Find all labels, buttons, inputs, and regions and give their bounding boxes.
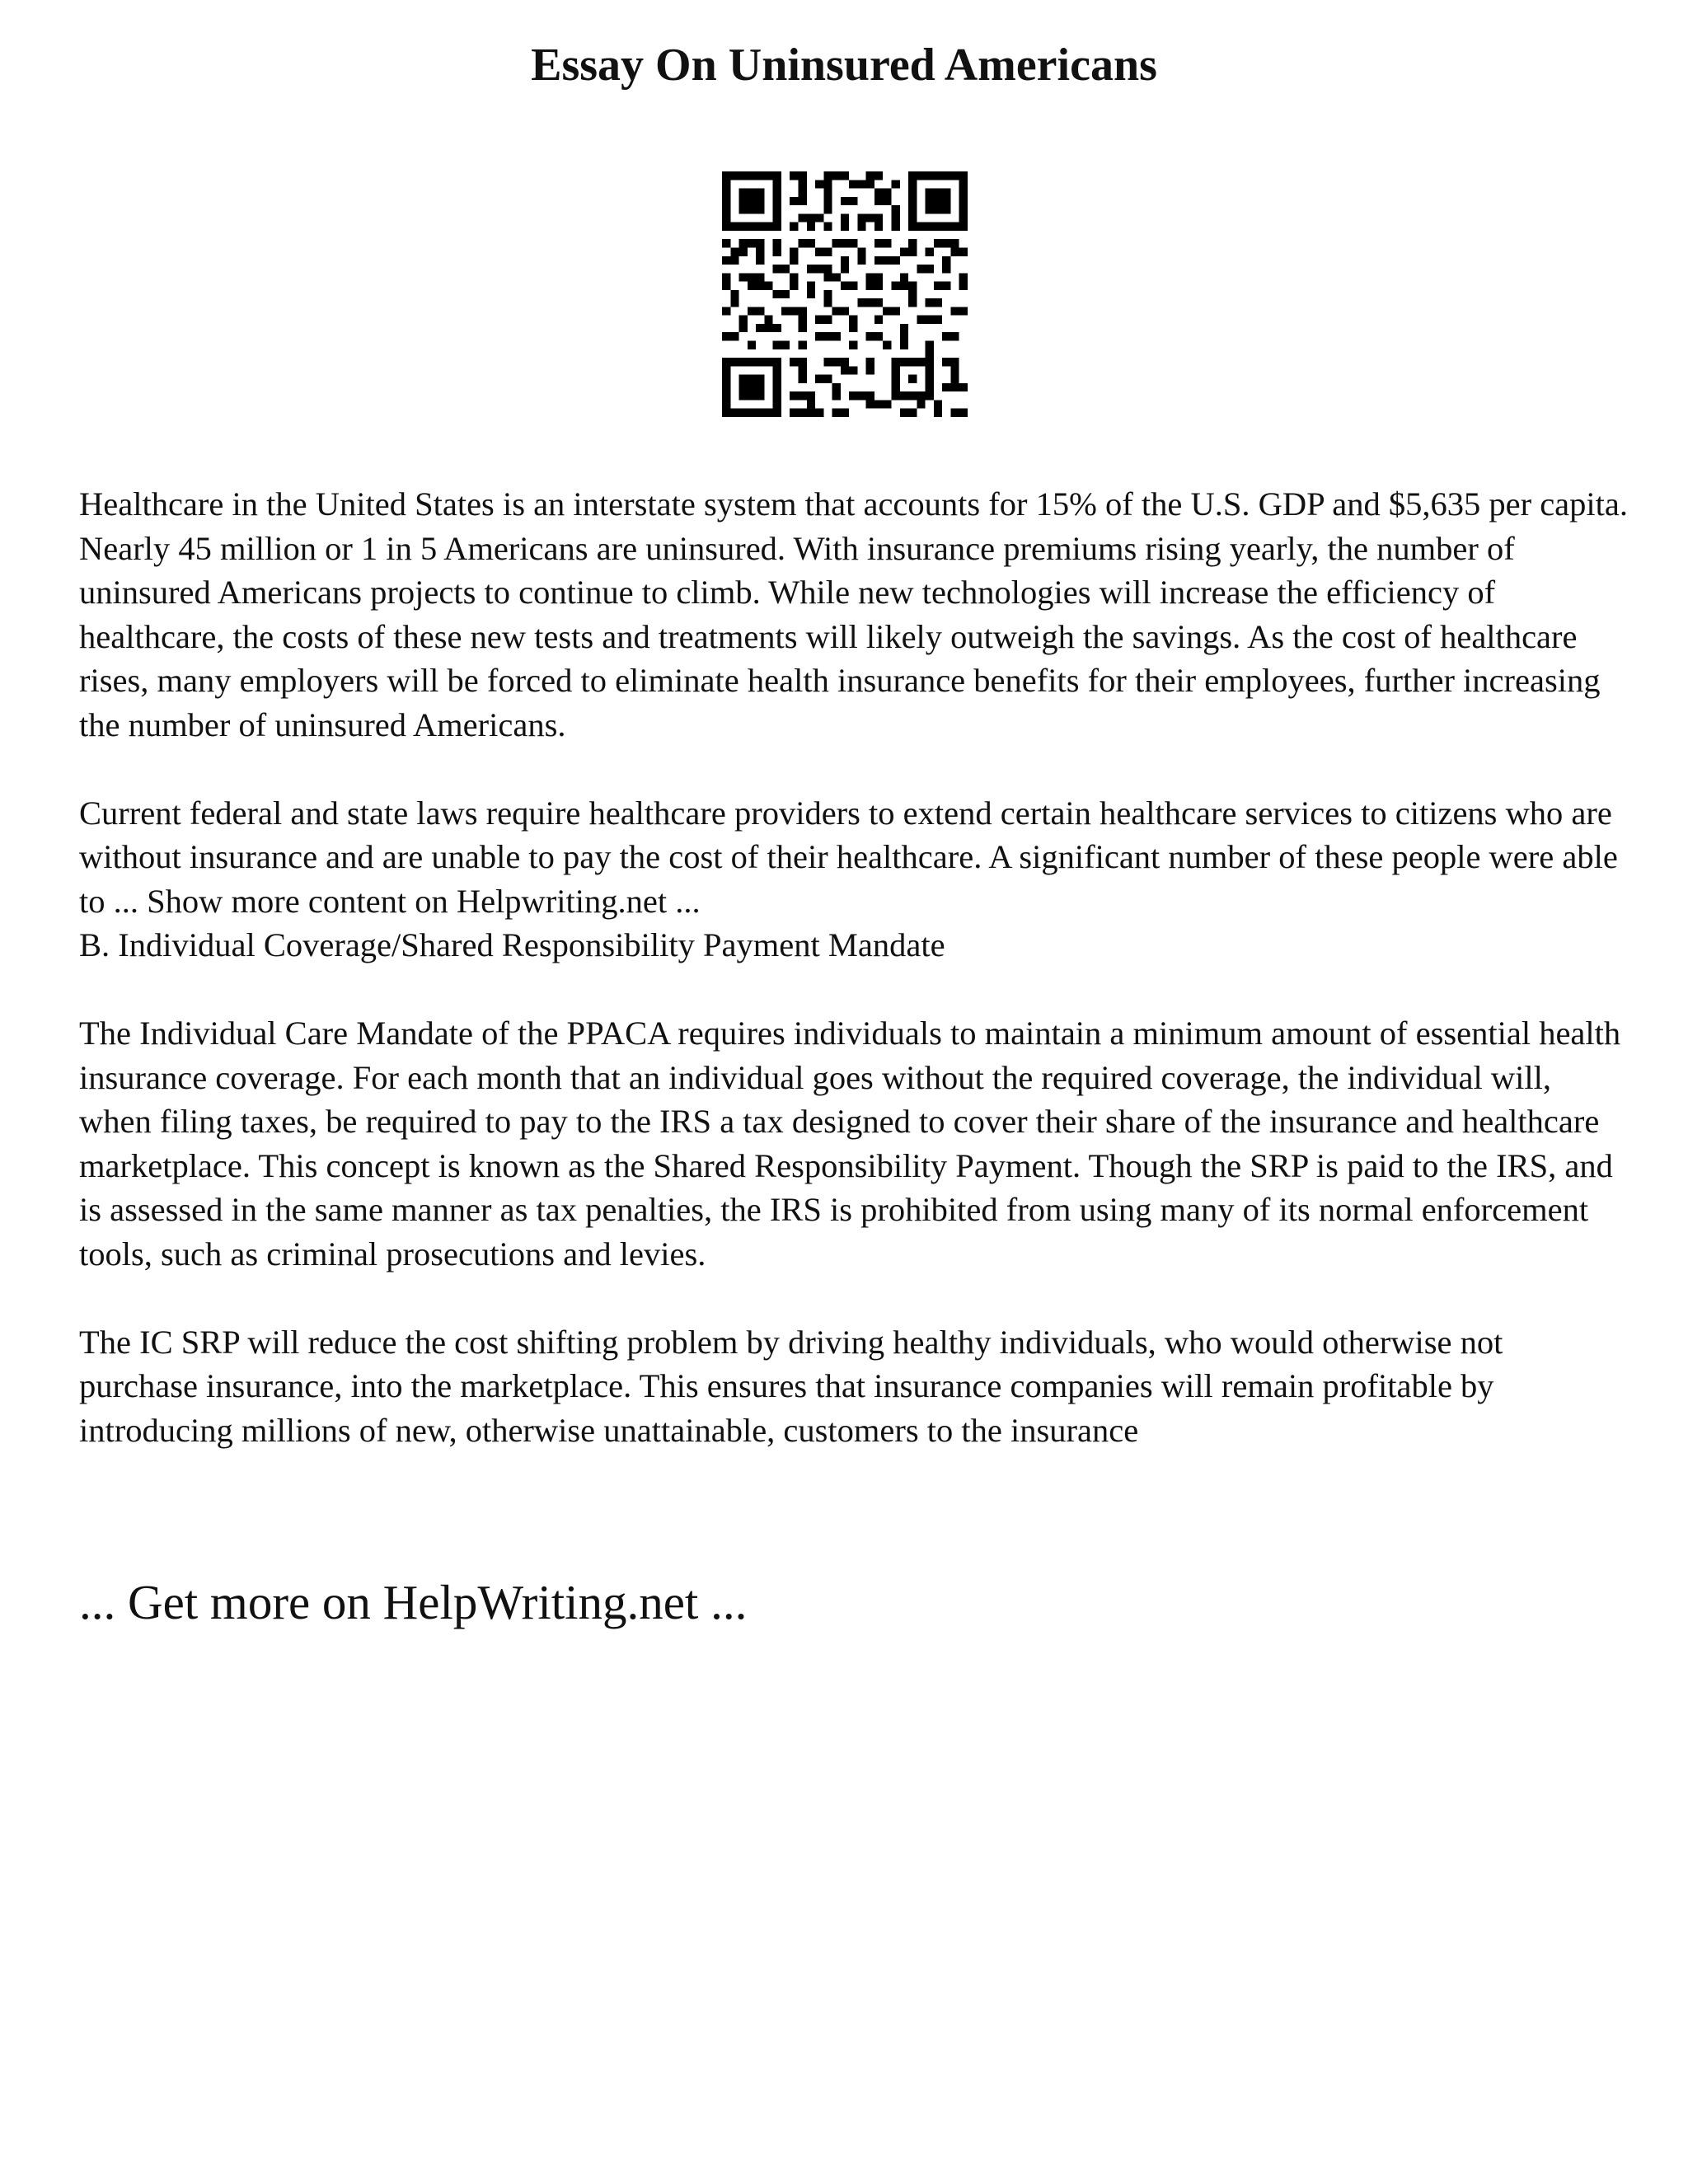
page-title: Essay On Uninsured Americans: [531, 40, 1157, 91]
paragraph-mandate: The Individual Care Mandate of the PPACA requires individuals to maintain a minimum amount of essential health insurance coverage. For each month that an individual goes without the required coverage, the individual will, when filing taxes, be required to pay to the IRS a tax designed to cover their share of the insurance and healthcare marketplace. This concept is known as the Shared Responsibility Payment. Though the SRP is paid to the IRS, and is assessed in the same manner as tax penalties, the IRS is prohibited from using many of its normal enforcement tools, such as criminal prosecutions and levies.: [79, 1015, 1621, 1272]
paragraph-intro: Healthcare in the United States is an interstate system that accounts for 15% of the U.S. GDP and $5,635 per capita. Nearly 45 million or 1 in 5 Americans are uninsured. With insurance premiums rising yearly, the number of uninsured Americans projects to continue to climb. While new technologies will increase the efficiency of healthcare, the costs of these new tests and treatments will likely outweigh the savings. As the cost of healthcare rises, many employers will be forced to eliminate health insurance benefits for their employees, further increasing the number of uninsured Americans.: [79, 485, 1628, 743]
paragraph-laws: Current federal and state laws require healthcare providers to extend certain healthcare services to citizens who are without insurance and are unable to pay the cost of their healthcare. A significant number of these people were able to ... Show more content on Helpwriting.net ...: [79, 794, 1618, 920]
paragraph-ic-srp: The IC SRP will reduce the cost shifting problem by driving healthy individuals, who would otherwise not purchase insurance, into the marketplace. This ensures that insurance companies will remain profitable by introducing millions of new, otherwise unattainable, customers to the insurance: [79, 1323, 1503, 1449]
essay-body: [79, 482, 1629, 1497]
get-more-link[interactable]: ... Get more on HelpWriting.net ...: [79, 1575, 748, 1629]
section-heading-mandate: B. Individual Coverage/Shared Responsibility Payment Mandate: [79, 926, 945, 963]
qr-code-icon: [722, 171, 968, 417]
